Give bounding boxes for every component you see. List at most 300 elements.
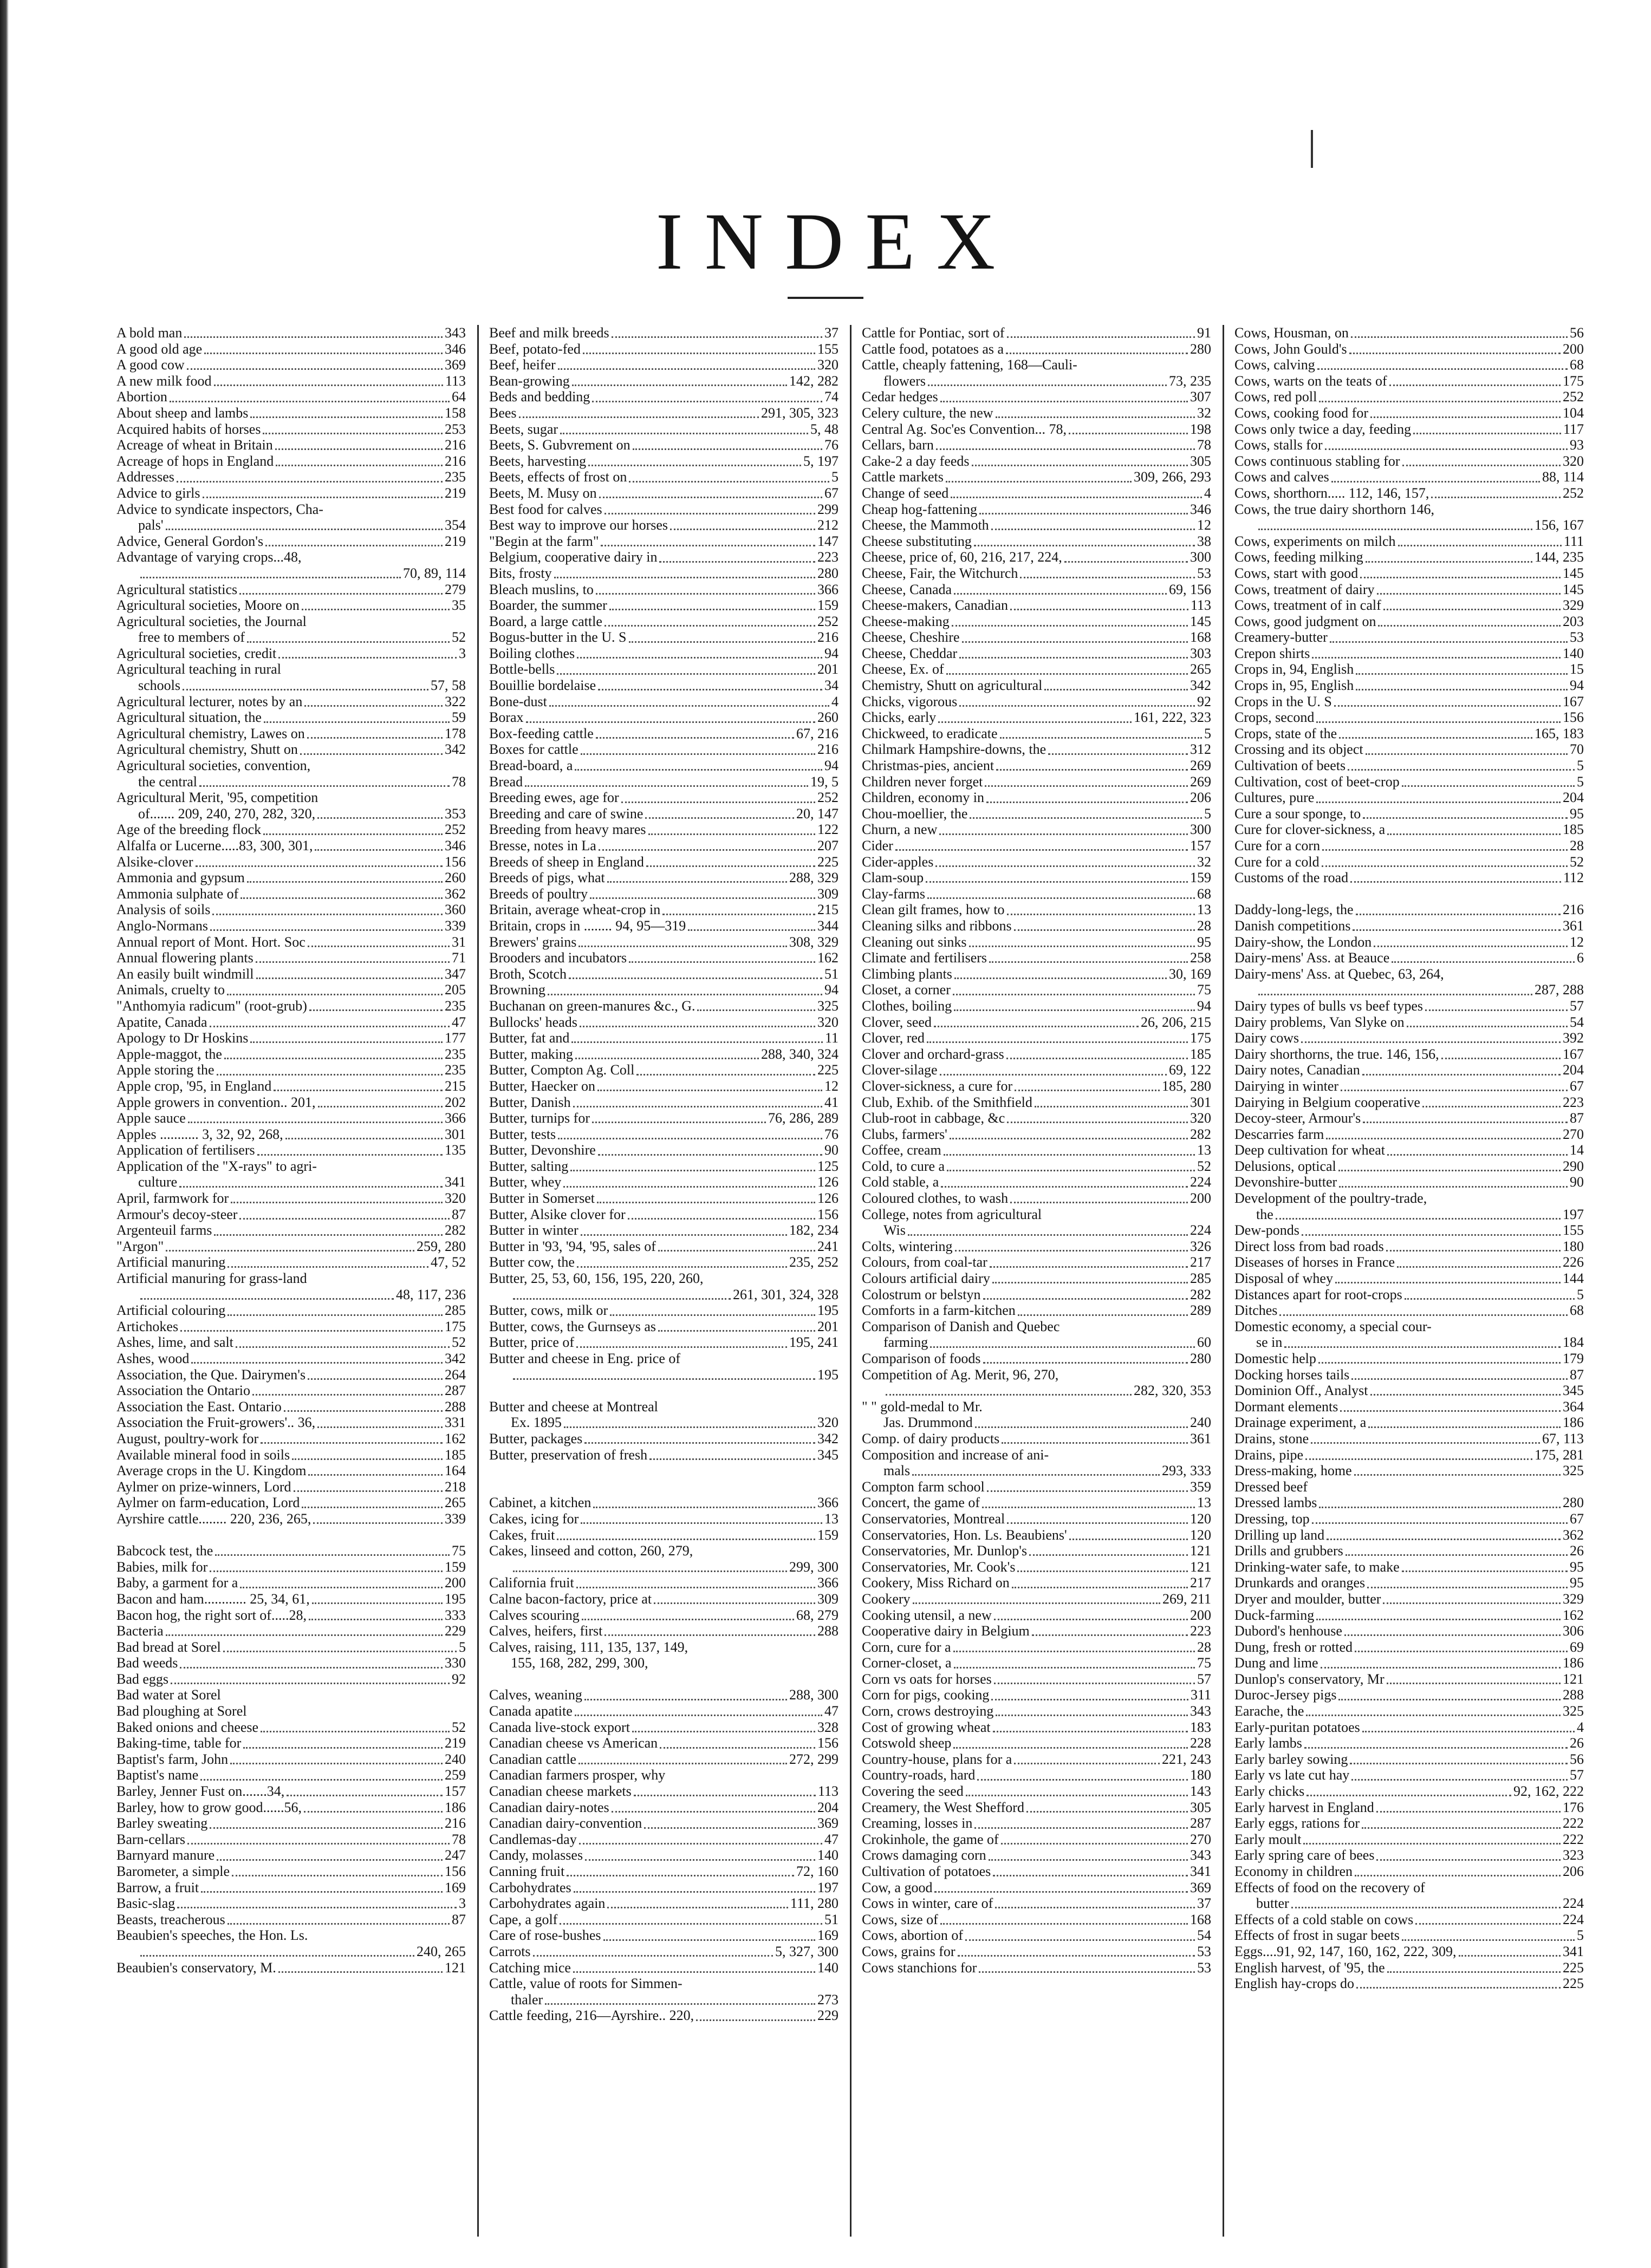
index-entry [1234, 325, 1584, 341]
dot-leader [1402, 785, 1575, 787]
entry-pages: 54 [1197, 1927, 1211, 1944]
dot-leader [1355, 1651, 1568, 1652]
entry-pages: 270 [1190, 1831, 1211, 1847]
entry-pages: 206 [1563, 1863, 1584, 1879]
index-entry [116, 485, 466, 501]
entry-text: Baptist's name [116, 1767, 199, 1783]
dot-leader [1344, 1634, 1561, 1636]
entry-text: Delusions, optical [1234, 1158, 1336, 1174]
dot-leader [184, 336, 443, 338]
dot-leader [263, 433, 443, 434]
dot-leader [1422, 1106, 1561, 1107]
entry-pages: 235, 252 [789, 1254, 838, 1270]
entry-text: Cheese, Fair, the Witchurch [862, 565, 1018, 581]
index-entry [116, 774, 466, 790]
entry-text: Butter, making [489, 1046, 573, 1062]
entry-text: Canadian cheese vs American [489, 1735, 658, 1751]
entry-pages: 57, 58 [431, 677, 466, 694]
entry-text: Earache, the [1234, 1703, 1304, 1719]
entry-pages: 176 [1563, 1799, 1584, 1815]
dot-leader [596, 593, 815, 595]
entry-text: Acreage of wheat in Britain [116, 437, 273, 453]
index-entry [116, 822, 466, 838]
dot-leader [557, 673, 815, 675]
dot-leader [1350, 881, 1561, 883]
dot-leader [140, 1955, 414, 1957]
entry-pages: 179 [1563, 1351, 1584, 1366]
index-entry [862, 1126, 1211, 1143]
index-entry [116, 1415, 466, 1431]
entry-text: Beets, harvesting [489, 453, 587, 469]
entry-text: Agricultural societies, Moore on [116, 597, 300, 614]
dot-leader [1376, 1859, 1561, 1861]
entry-text: Cultivation, cost of beet-crop [1234, 773, 1400, 790]
entry-text: Bad weeds [116, 1655, 178, 1671]
entry-text: Agricultural societies, credit [116, 645, 277, 661]
index-entry [1234, 629, 1584, 646]
dot-leader [604, 1634, 815, 1636]
index-entry [862, 1591, 1211, 1607]
entry-text: Bean-growing [489, 373, 570, 389]
entry-text: Annual report of Mont. Hort. Soc [116, 934, 306, 950]
dot-leader [215, 1554, 450, 1556]
index-entry [1234, 982, 1584, 998]
index-entry [862, 1495, 1211, 1511]
index-entry [489, 1062, 838, 1078]
dot-leader [549, 705, 829, 707]
entry-pages: 35 [452, 597, 466, 614]
entry-text: Age of the breeding flock [116, 822, 262, 838]
entry-pages: 159 [817, 1527, 838, 1543]
dot-leader [1284, 1346, 1561, 1348]
dot-leader [1346, 1554, 1568, 1556]
entry-text: Association the Fruit-growers'.. 36, [116, 1415, 316, 1431]
dot-leader [926, 881, 1188, 883]
index-entry [1234, 758, 1584, 774]
dot-leader [649, 1458, 815, 1460]
dot-leader [1035, 1106, 1188, 1107]
entry-text: Economy in children [1234, 1863, 1353, 1879]
entry-text: Boarder, the summer [489, 597, 607, 614]
entry-pages: 175, 281 [1535, 1446, 1584, 1463]
entry-pages: 339 [445, 1510, 466, 1527]
index-entry [1234, 421, 1584, 438]
dot-leader [1014, 1763, 1160, 1764]
entry-text: Cows, feeding milking [1234, 549, 1363, 565]
dot-leader [928, 384, 1167, 386]
entry-pages: 5, 48 [810, 421, 838, 437]
entry-pages: 69, 156 [1169, 581, 1211, 597]
entry-text: Bacon and ham............ 25, 34, 61, [116, 1591, 310, 1607]
index-entry [1234, 1960, 1584, 1976]
entry-text: Calves, raising, 111, 135, 137, 149, [489, 1639, 688, 1655]
dot-leader [1327, 1539, 1561, 1540]
entry-pages: 200 [1563, 341, 1584, 357]
index-entry [489, 1735, 838, 1751]
entry-text: Cultivation of potatoes [862, 1863, 991, 1879]
entry-text: Cows, Housman, on [1234, 325, 1349, 341]
entry-text: Boiling clothes [489, 645, 575, 661]
entry-text: Butter, Danish [489, 1094, 571, 1110]
index-entry [116, 1287, 466, 1303]
entry-pages: 142, 282 [789, 373, 838, 389]
entry-pages: 32 [1197, 405, 1211, 421]
index-entry [862, 629, 1211, 646]
dot-leader [560, 1923, 822, 1925]
entry-pages: 311 [1190, 1687, 1211, 1703]
index-entry [862, 1463, 1211, 1479]
entry-text: Cure for clover-sickness, a [1234, 822, 1386, 838]
entry-text: About sheep and lambs [116, 405, 249, 421]
index-entry [116, 549, 466, 565]
index-entry [862, 1944, 1211, 1960]
entry-pages: 5, 197 [803, 453, 838, 469]
entry-text: Dew-ponds [1234, 1222, 1299, 1239]
entry-text: Conservatories, Mr. Cook's [862, 1559, 1016, 1575]
entry-text: Bread-board, a [489, 758, 573, 774]
index-entry [489, 1174, 838, 1190]
dot-leader [1356, 673, 1568, 675]
index-entry [862, 694, 1211, 710]
entry-pages: 291, 305, 323 [761, 405, 838, 421]
index-entry [862, 1222, 1211, 1239]
entry-pages: 345 [1563, 1383, 1584, 1399]
index-entry [116, 389, 466, 405]
entry-text: Clean gilt frames, how to [862, 902, 1005, 918]
dot-leader [646, 865, 815, 867]
index-entry [862, 1158, 1211, 1175]
entry-text: College, notes from agricultural [862, 1206, 1042, 1222]
page-mark [1311, 130, 1313, 168]
entry-pages: 269 [1190, 758, 1211, 774]
index-entry [489, 950, 838, 966]
entry-pages: 323 [1563, 1847, 1584, 1863]
entry-text: Cows, red poll [1234, 389, 1317, 405]
index-entry [489, 1190, 838, 1207]
entry-text: Colours artificial dairy [862, 1270, 990, 1287]
index-entry [116, 886, 466, 902]
entry-pages: 252 [1563, 389, 1584, 405]
dot-leader [210, 1827, 443, 1829]
entry-pages: 104 [1563, 405, 1584, 421]
index-entry [862, 1431, 1211, 1447]
dot-leader [628, 1218, 815, 1220]
entry-text: Agricultural societies, convention, [116, 758, 311, 774]
index-entry [862, 389, 1211, 405]
index-entry [489, 709, 838, 726]
entry-pages: 26 [1570, 1543, 1584, 1559]
entry-pages: 125 [817, 1158, 838, 1174]
dot-leader [1340, 1410, 1561, 1412]
entry-pages: 162 [1563, 1607, 1584, 1623]
dot-leader [179, 1186, 443, 1188]
entry-text: Early chicks [1234, 1783, 1305, 1800]
entry-pages: 87 [1570, 1110, 1584, 1126]
dot-leader [313, 1522, 443, 1524]
dot-leader [951, 497, 1202, 498]
dot-leader [970, 817, 1202, 819]
entry-text: Duck-farming [1234, 1607, 1315, 1623]
dot-leader [180, 1667, 443, 1669]
dot-leader [581, 1522, 822, 1524]
entry-pages: 15 [1570, 661, 1584, 677]
index-entry [489, 1832, 838, 1848]
entry-text: Cows, grains for [862, 1943, 955, 1959]
entry-text: Danish competitions [1234, 917, 1351, 934]
entry-text: Domestic help [1234, 1351, 1316, 1366]
entry-text: Cotswold sheep [862, 1735, 952, 1751]
entry-pages: 165, 183 [1535, 725, 1584, 741]
index-entry [862, 325, 1211, 341]
entry-text: Beef and milk breeds [489, 325, 609, 341]
index-entry [862, 1479, 1211, 1495]
dot-leader [1305, 1458, 1532, 1460]
entry-pages: 320 [445, 1190, 466, 1207]
entry-pages: 175 [445, 1318, 466, 1334]
entry-pages: 226 [1563, 1254, 1584, 1270]
entry-pages: 280 [1190, 1351, 1211, 1366]
entry-text: California fruit [489, 1575, 574, 1591]
index-entry [489, 1607, 838, 1624]
dot-leader [1362, 1731, 1575, 1732]
entry-pages: 223 [1190, 1623, 1211, 1639]
dot-leader [996, 1715, 1188, 1716]
dot-leader [660, 1747, 815, 1749]
dot-leader [309, 1619, 443, 1620]
entry-text: Cows, experiments on milch [1234, 533, 1396, 549]
entry-text: Chicks, vigorous [862, 693, 958, 709]
entry-text: Advice to girls [116, 485, 200, 501]
entry-pages: 95 [1197, 934, 1211, 950]
entry-pages: 94 [1570, 677, 1584, 694]
dot-leader [180, 1330, 443, 1332]
entry-pages: 282 [1190, 1126, 1211, 1142]
entry-text: Early-puritan potatoes [1234, 1719, 1360, 1735]
index-entry [489, 1751, 838, 1768]
index-entry [1234, 790, 1584, 806]
dot-leader [1316, 721, 1561, 723]
dot-leader [224, 1058, 443, 1059]
entry-pages: 305 [1190, 1799, 1211, 1815]
entry-text: Corn, cure for a [862, 1639, 951, 1655]
entry-text: Brooders and incubators [489, 950, 627, 966]
dot-leader [575, 1058, 759, 1059]
dot-leader [1306, 1795, 1511, 1796]
entry-text: Cold stable, a [862, 1174, 939, 1190]
index-entry [489, 549, 838, 565]
entry-text: Diseases of horses in France [1234, 1254, 1395, 1270]
entry-text: Deep cultivation for wheat [1234, 1142, 1385, 1158]
dot-leader [1349, 353, 1561, 354]
dot-leader [171, 1683, 450, 1684]
dot-leader [993, 1731, 1188, 1732]
entry-text: Climate and fertilisers [862, 950, 987, 966]
entry-pages: 11 [824, 1030, 838, 1046]
index-entry [1234, 453, 1584, 470]
entry-text: Bacon hog, the right sort of.....28, [116, 1607, 307, 1623]
entry-text: Creamery, the West Shefford [862, 1799, 1024, 1815]
dot-leader [227, 1923, 450, 1925]
entry-text: Beets, M. Musy on [489, 485, 597, 501]
dot-leader [307, 737, 443, 739]
index-entry [1234, 1800, 1584, 1816]
dot-leader [604, 513, 815, 514]
entry-text: Cows and calves [1234, 469, 1329, 485]
entry-text: Cheese, Cheshire [862, 629, 960, 646]
entry-pages: 216 [445, 453, 466, 469]
entry-text: English harvest, of '95, the [1234, 1959, 1385, 1976]
index-entry [116, 1703, 466, 1719]
index-entry [489, 1912, 838, 1928]
index-entry [116, 709, 466, 726]
dot-leader [588, 465, 801, 466]
index-entry [1234, 950, 1584, 966]
entry-text: Corn vs oats for horses [862, 1671, 992, 1687]
index-entry [116, 1062, 466, 1078]
index-entry [116, 469, 466, 485]
index-entry [116, 918, 466, 934]
entry-pages: 121 [1190, 1543, 1211, 1559]
entry-pages: 87 [452, 1206, 466, 1222]
entry-pages: 90 [824, 1142, 838, 1158]
index-entry [1234, 1367, 1584, 1383]
dot-leader [1368, 1426, 1561, 1428]
index-entry [489, 469, 838, 485]
index-entry [489, 501, 838, 518]
entry-pages: 168 [1190, 1911, 1211, 1927]
entry-pages: 219 [445, 1735, 466, 1751]
entry-text: Boxes for cattle [489, 741, 578, 758]
dot-leader [247, 881, 443, 883]
index-entry [1234, 357, 1584, 373]
entry-pages: 218 [445, 1478, 466, 1495]
dot-leader [959, 657, 1188, 659]
entry-text: Calne bacon-factory, price at [489, 1591, 652, 1607]
entry-text: the central [138, 773, 197, 790]
dot-leader [1378, 625, 1561, 627]
entry-pages: 161, 222, 323 [1134, 709, 1211, 726]
entry-pages: 53 [1197, 1959, 1211, 1976]
entry-pages: 204 [1563, 790, 1584, 806]
entry-pages: 120 [1190, 1527, 1211, 1543]
entry-text: Application of the "X-rays" to agri- [116, 1158, 317, 1174]
dot-leader [204, 353, 443, 354]
entry-pages: 342 [817, 1430, 838, 1446]
dot-leader [1405, 1298, 1575, 1300]
index-entry [489, 1078, 838, 1094]
index-entry [1234, 726, 1584, 742]
entry-text: Colts, wintering [862, 1238, 953, 1254]
entry-pages: 95 [1570, 1559, 1584, 1575]
entry-text: Acreage of hops in England [116, 453, 274, 469]
dot-leader [230, 1763, 443, 1764]
entry-pages: 259, 280 [417, 1238, 466, 1254]
entry-text: Butter in Somerset [489, 1190, 595, 1207]
entry-pages: 164 [445, 1463, 466, 1479]
dot-leader [1370, 1394, 1561, 1396]
entry-text: Corn, crows destroying [862, 1703, 994, 1719]
entry-text: Broth, Scotch [489, 966, 567, 982]
index-entry [116, 694, 466, 710]
dot-leader [1387, 1971, 1561, 1973]
entry-pages: 56 [1570, 1751, 1584, 1767]
entry-text: Drinking-water safe, to make [1234, 1559, 1400, 1575]
index-entry [1234, 565, 1584, 582]
index-entry [489, 982, 838, 998]
entry-pages: 76, 286, 289 [768, 1110, 838, 1126]
dot-leader [982, 1507, 1195, 1508]
dot-leader [697, 1009, 815, 1011]
index-entry [862, 902, 1211, 918]
index-entry [862, 774, 1211, 790]
entry-pages: 235 [445, 998, 466, 1014]
entry-text: Cheese, price of, 60, 216, 217, 224, [862, 549, 1062, 565]
dot-leader [645, 817, 794, 819]
index-entry [862, 533, 1211, 550]
index-entry [489, 1254, 838, 1270]
index-entry [1234, 1559, 1584, 1575]
entry-text: "Argon" [116, 1238, 164, 1254]
index-entry [116, 1800, 466, 1816]
entry-text: Dairy-mens' Ass. at Quebec, 63, 264, [1234, 966, 1444, 982]
index-entry [116, 629, 466, 646]
entry-pages: 270 [1563, 1126, 1584, 1142]
entry-text: Candy, molasses [489, 1847, 583, 1863]
entry-text: Bits, frosty [489, 565, 552, 581]
index-entry [116, 1607, 466, 1624]
dot-leader [940, 401, 1188, 402]
entry-text: Butter, fat and [489, 1030, 570, 1046]
entry-pages: 180 [1190, 1767, 1211, 1783]
dot-leader [1020, 577, 1195, 578]
dot-leader [634, 1795, 816, 1796]
entry-pages: 288 [817, 1623, 838, 1639]
dot-leader [940, 1074, 1167, 1076]
entry-pages: 359 [1190, 1478, 1211, 1495]
entry-pages: 341 [1563, 1943, 1584, 1959]
entry-text: Dairy-mens' Ass. at Beauce [1234, 950, 1390, 966]
index-entry [489, 597, 838, 614]
index-entry [489, 389, 838, 405]
dot-leader [1258, 529, 1532, 530]
index-entry [116, 646, 466, 662]
entry-text: Butter, whey [489, 1174, 562, 1190]
entry-pages: 343 [1190, 1847, 1211, 1863]
index-entry [489, 1447, 838, 1463]
dot-leader [1353, 929, 1561, 931]
entry-text: Candlemas-day [489, 1831, 577, 1847]
entry-pages: 5 [1577, 758, 1584, 774]
entry-pages: 31 [452, 934, 466, 950]
dot-leader [1339, 1186, 1568, 1188]
entry-text: Cultivation of beets [1234, 758, 1346, 774]
entry-pages: 241 [817, 1238, 838, 1254]
entry-pages: 121 [1563, 1671, 1584, 1687]
entry-pages: 47 [452, 1014, 466, 1030]
dot-leader [947, 1170, 1195, 1171]
index-entry [1234, 1847, 1584, 1863]
dot-leader [1362, 1827, 1561, 1829]
entry-text: Descarries farm [1234, 1126, 1324, 1142]
entry-pages: 219 [445, 533, 466, 549]
index-entry [862, 966, 1211, 982]
index-entry [116, 1671, 466, 1687]
entry-pages: 240, 265 [417, 1943, 466, 1959]
entry-text: Colours, from coal-tar [862, 1254, 987, 1270]
index-entry [489, 1511, 838, 1527]
entry-text: Early lambs [1234, 1735, 1302, 1751]
entry-pages: 59 [452, 709, 466, 726]
